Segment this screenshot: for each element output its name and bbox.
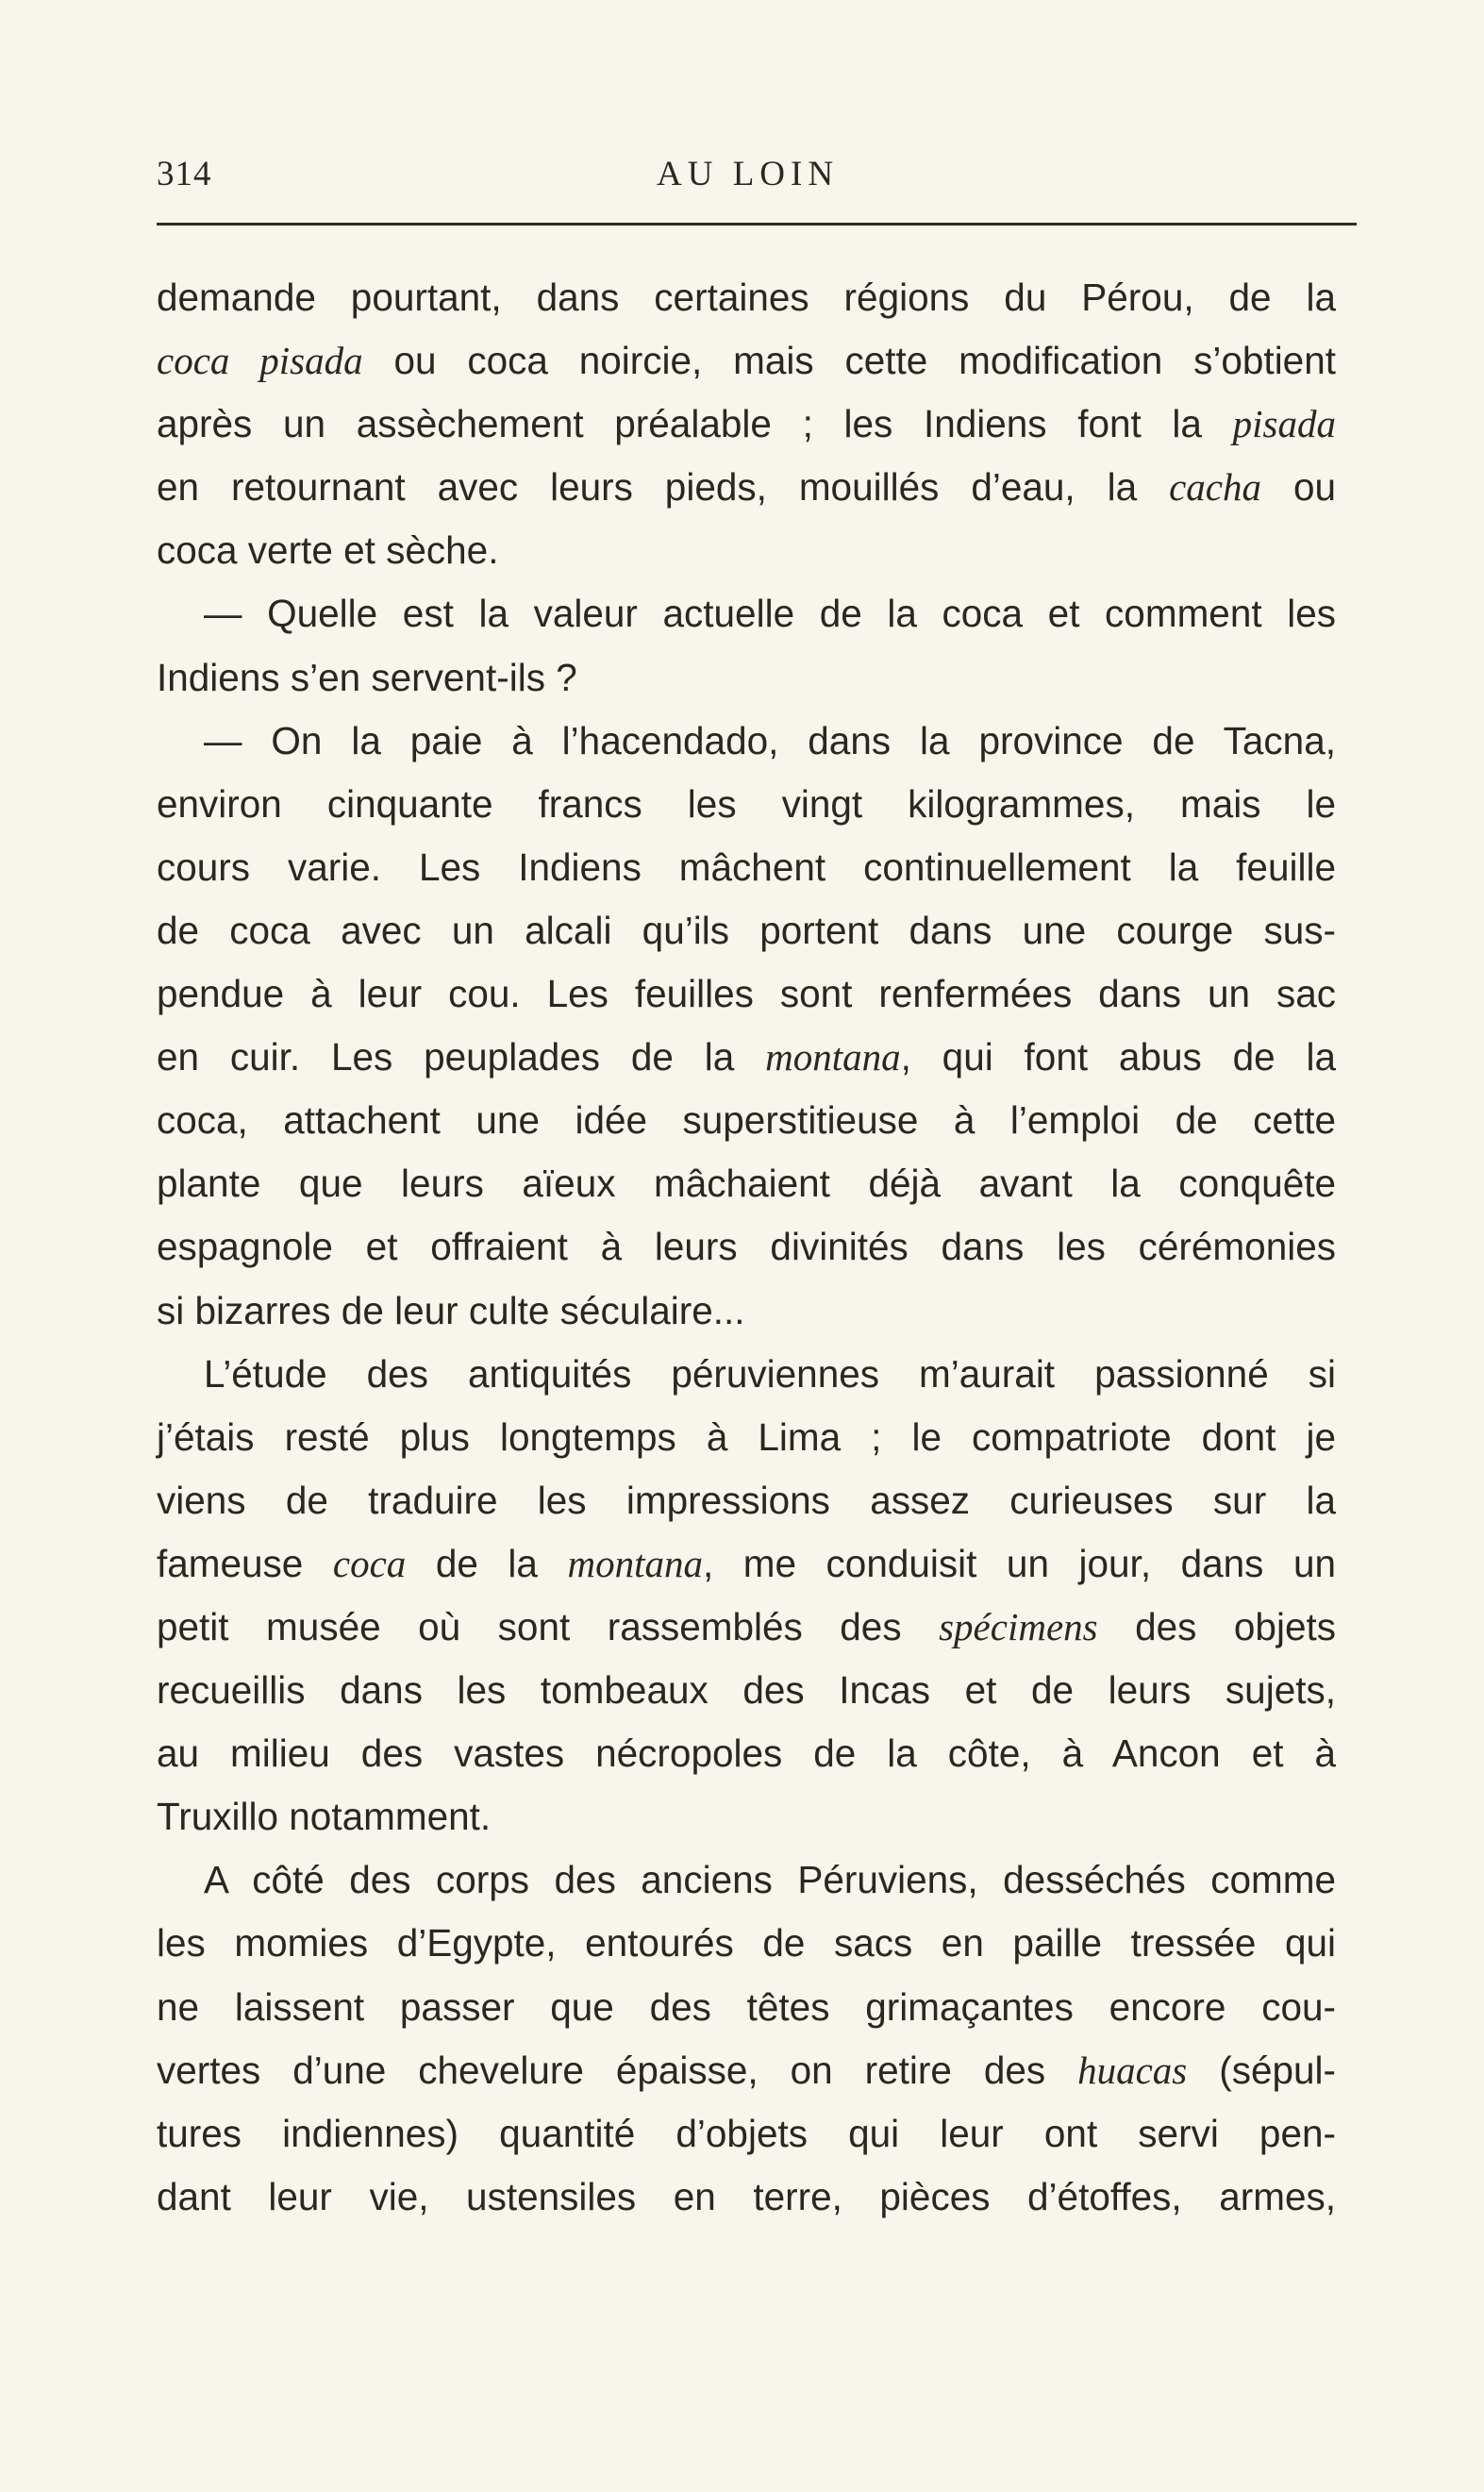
text-line	[157, 1976, 1336, 2039]
text-segment: de la	[406, 1541, 568, 1585]
text-segment: A côté des corps des anciens Péruviens, desséchés comme	[204, 1858, 1336, 1902]
italic-text: coca	[332, 1541, 407, 1585]
text-line	[157, 1848, 1336, 1912]
text-line	[157, 2166, 1336, 2229]
text-line	[157, 1026, 1336, 1089]
text-segment: recueillis dans les tombeaux des Incas et de leurs sujets,	[157, 1668, 1336, 1713]
text-segment: coca, attachent une idée superstitieuse à l’emploi de cette	[157, 1098, 1336, 1143]
text-segment: — Quelle est la valeur actuelle de la coca et comment les	[204, 592, 1336, 636]
text-line	[157, 710, 1336, 773]
text-segment: si bizarres de leur culte séculaire...	[157, 1288, 745, 1332]
text-segment: environ cinquante francs les vingt kilogrammes, mais le	[157, 781, 1336, 826]
text-segment: viens de traduire les impressions assez curieuses sur la	[157, 1478, 1336, 1522]
text-line	[157, 266, 1336, 329]
body-text	[157, 266, 1336, 2229]
text-segment: ou coca noircie, mais cette modification s’obtient	[362, 339, 1336, 383]
text-line	[157, 519, 1336, 582]
text-segment: au milieu des vastes nécropoles de la côte, à Ancon et à	[157, 1731, 1336, 1776]
text-line	[157, 1532, 1336, 1596]
text-line	[157, 1469, 1336, 1532]
text-segment: pendue à leur cou. Les feuilles sont renfermées dans un sac	[157, 972, 1336, 1016]
italic-text: coca pisada	[157, 339, 363, 383]
text-line	[157, 329, 1336, 393]
text-segment: en cuir. Les peuplades de la	[157, 1035, 766, 1079]
text-line	[157, 582, 1336, 645]
text-line	[157, 2039, 1336, 2102]
running-title: AU LOIN	[657, 155, 840, 193]
text-segment: petit musée où sont rassemblés des	[157, 1604, 940, 1648]
text-line	[157, 393, 1336, 456]
text-segment: (sépul-	[1187, 2048, 1337, 2092]
text-segment: j’étais resté plus longtemps à Lima ; le compatriote dont je	[157, 1414, 1336, 1459]
text-line	[157, 1659, 1336, 1722]
text-line	[157, 1215, 1336, 1279]
text-line	[157, 1912, 1336, 1975]
italic-text: montana	[567, 1541, 703, 1585]
text-line	[157, 1343, 1336, 1406]
italic-text: cacha	[1169, 465, 1261, 510]
text-segment: L’étude des antiquités péruviennes m’aurait passionné si	[204, 1351, 1336, 1396]
text-line	[157, 456, 1336, 519]
text-segment: plante que leurs aïeux mâchaient déjà avant la conquête	[157, 1162, 1336, 1206]
text-line	[157, 836, 1336, 899]
page-number: 314	[157, 155, 212, 193]
italic-text: spécimens	[939, 1604, 1098, 1648]
text-segment: , qui font abus de la	[900, 1035, 1336, 1079]
text-line	[157, 899, 1336, 962]
text-line	[157, 1596, 1336, 1659]
text-line	[157, 962, 1336, 1026]
text-line	[157, 646, 1336, 710]
text-line	[157, 1089, 1336, 1152]
text-segment: fameuse	[157, 1541, 333, 1585]
text-line	[157, 1785, 1336, 1848]
text-segment: coca verte et sèche.	[157, 528, 499, 573]
text-line	[157, 773, 1336, 836]
text-segment: Truxillo notamment.	[157, 1795, 492, 1839]
text-line	[157, 1152, 1336, 1215]
text-line	[157, 1406, 1336, 1469]
text-line	[157, 1722, 1336, 1785]
text-segment: des objets	[1097, 1604, 1336, 1648]
text-line	[157, 1279, 1336, 1343]
text-segment: après un assèchement préalable ; les Indiens font la	[157, 402, 1233, 446]
header-rule	[157, 223, 1357, 226]
text-segment: en retournant avec leurs pieds, mouillés d’eau, la	[157, 465, 1170, 510]
text-segment: ou	[1261, 465, 1336, 510]
text-segment: — On la paie à l’hacendado, dans la province de Tacna,	[204, 718, 1336, 762]
text-segment: de coca avec un alcali qu’ils portent dans une courge sus-	[157, 908, 1336, 952]
text-segment: demande pourtant, dans certaines régions du Pérou, de la	[157, 276, 1336, 319]
text-segment: Indiens s’en servent-ils ?	[157, 655, 577, 699]
text-segment: les momies d’Egypte, entourés de sacs en paille tressée qui	[157, 1921, 1336, 1965]
running-head	[157, 154, 1357, 195]
text-segment: espagnole et offraient à leurs divinités dans les cérémonies	[157, 1225, 1336, 1269]
text-segment: ne laissent passer que des têtes grimaçantes encore cou-	[157, 1984, 1336, 2029]
italic-text: pisada	[1232, 402, 1336, 446]
text-segment: dant leur vie, ustensiles en terre, pièces d’étoffes, armes,	[157, 2174, 1336, 2218]
text-segment: cours varie. Les Indiens mâchent continuellement la feuille	[157, 845, 1336, 889]
text-segment: , me conduisit un jour, dans un	[702, 1541, 1337, 1585]
italic-text: montana	[765, 1035, 901, 1079]
text-segment: vertes d’une chevelure épaisse, on retire des	[157, 2048, 1078, 2092]
italic-text: huacas	[1077, 2048, 1188, 2092]
text-line	[157, 2102, 1336, 2166]
text-segment: tures indiennes) quantité d’objets qui leur ont servi pen-	[157, 2111, 1336, 2155]
